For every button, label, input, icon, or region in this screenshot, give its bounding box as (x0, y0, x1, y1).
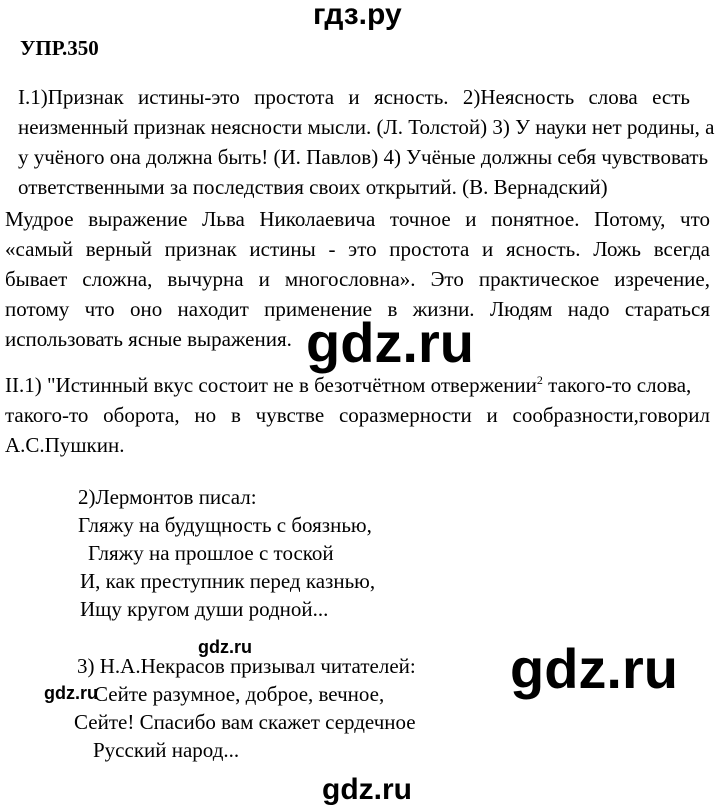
part2-block (5, 370, 710, 460)
nekrasov-verse: Сейте! Спасибо вам скажет сердечное (74, 710, 416, 734)
watermark-small: gdz.ru (198, 637, 252, 657)
watermark-right: gdz.ru (510, 637, 678, 700)
watermark-middle: gdz.ru (306, 311, 474, 374)
watermark-top: гдз.ру (313, 0, 402, 31)
part1-block (18, 82, 715, 202)
essay-line: «самый верный признак истины - это простота и ясность. Ложь всегда (5, 237, 710, 261)
watermark-inline: gdz.ru (44, 683, 98, 703)
part2-line: А.С.Пушкин. (5, 433, 125, 457)
part1-line: у учёного она должна быть! (И. Павлов) 4) Учёные должны себя чувствовать (18, 145, 709, 169)
nekrasov-verse: Сейте разумное, доброе, вечное, (94, 682, 385, 706)
essay-line: Мудрое выражение Льва Николаевича точное и понятное. Потому, что (5, 207, 710, 231)
watermark-bottom: gdz.ru (322, 773, 412, 806)
nekrasov-intro: 3) Н.А.Некрасов призывал читателей: (77, 654, 416, 678)
part2-line1-before: II.1) "Истинный вкус состоит не в безотчётном отвержении (5, 373, 537, 397)
part2-line1-after: такого-то слова, (542, 373, 692, 397)
part1-line: неизменный признак неясности мысли. (Л. Толстой) 3) У науки нет родины, а (18, 115, 715, 139)
exercise-heading: УПР.350 (20, 36, 99, 60)
essay-line: использовать ясные выражения. (5, 327, 292, 351)
lermontov-verse: Ищу кругом души родной... (80, 597, 329, 621)
part2-line (5, 370, 710, 400)
nekrasov-verse: Русский народ... (93, 738, 240, 762)
footnote-mark: 2 (536, 373, 543, 387)
part2-line: такого-то оборота, но в чувстве соразмерности и сообразности,говорил (5, 403, 710, 427)
lermontov-verse: И, как преступник перед казнью, (80, 569, 376, 593)
lermontov-intro: 2)Лермонтов писал: (78, 485, 257, 509)
essay-block (5, 204, 710, 354)
part1-line: ответственными за последствия своих открытий. (В. Вернадский) (18, 175, 608, 199)
essay-line: бывает сложна, вычурна и многословна». Это практическое изречение, (5, 267, 710, 291)
part1-line: I.1)Признак истины-это простота и ясность. 2)Неясность слова есть (18, 85, 690, 109)
lermontov-verse: Гляжу на прошлое с тоской (88, 541, 334, 565)
lermontov-verse: Гляжу на будущность с боязнью, (78, 513, 372, 537)
essay-line: потому что оно находит применение в жизни. Людям надо стараться (5, 297, 710, 321)
